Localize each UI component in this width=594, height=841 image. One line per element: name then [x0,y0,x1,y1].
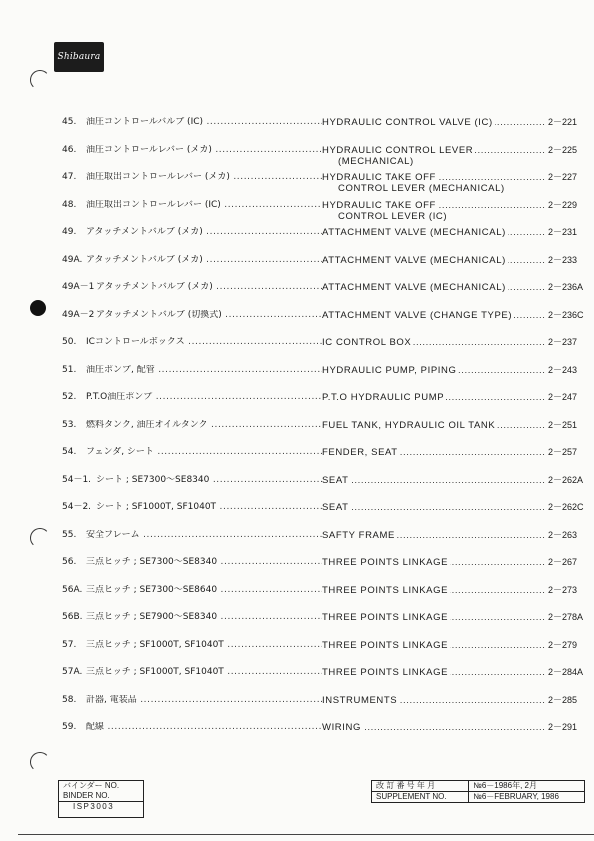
toc-entry [0,447,594,473]
entry-english-text: SEAT [322,474,349,486]
entry-page-number: 2－231 [548,227,578,237]
entry-page-number: 2－237 [548,337,578,347]
entry-english-title [322,695,546,706]
entry-number: 54. [62,447,77,457]
entry-page-number: 2－251 [548,419,578,430]
entry-japanese-title: 三点ヒッチ ; SE7300～SE8340 ..... [86,557,322,568]
supplement-box [371,780,585,802]
entry-number: 57A. [62,667,83,677]
toc-entry [0,365,594,391]
entry-english-text: INSTRUMENTS [322,694,398,706]
toc-entry [0,557,594,583]
entry-english-title [322,447,546,458]
entry-japanese-title: 三点ヒッチ ; SF1000T, SF1040T ..... [86,640,322,651]
entry-english-text: THREE POINTS LINKAGE [322,557,449,568]
entry-english-title [322,530,546,541]
entry-number: 49. [62,227,77,237]
entry-page-number: 2－285 [548,694,578,705]
toc-entry [0,530,594,556]
binder-hole-icon [30,70,50,90]
entry-page-number: 2－284A [548,667,584,677]
entry-page-number: 2－236A [548,282,584,292]
entry-number: 54－1. [62,474,92,485]
entry-english-title [322,172,546,183]
entry-number: 58. [62,694,77,705]
entry-english-text: IC CONTROL BOX [322,337,412,348]
entry-english-text: FENDER, SEAT [322,447,398,458]
entry-japanese-title: アタッチメントバルブ (メカ) ..... [96,282,332,293]
entry-english-text: ATTACHMENT VALVE (MECHANICAL) [322,254,506,266]
entry-page-number: 2－267 [548,557,578,567]
entry-number: 48. [62,199,77,210]
entry-english-text: WIRING [322,722,361,733]
entry-english-text: SAFTY FRAME [322,529,395,541]
toc-entry [0,282,594,308]
entry-english-text: ATTACHMENT VALVE (MECHANICAL) [322,282,506,293]
entry-japanese-title: アタッチメントバルブ (切換式) ..... [96,310,332,321]
entry-english-text: ATTACHMENT VALVE (CHANGE TYPE) [322,309,513,321]
entry-japanese-title: 三点ヒッチ ; SF1000T, SF1040T ..... [86,667,322,678]
entry-page-number: 2－233 [548,254,578,265]
entry-english-title [322,282,546,293]
entry-page-number: 2－221 [548,117,578,127]
entry-japanese-title: 油圧コントロールバルブ (IC) ..... [86,117,322,128]
entry-japanese-title: 三点ヒッチ ; SE7300～SE8640 ..... [86,585,322,596]
toc-entry [0,172,594,198]
entry-english-title [322,310,546,321]
entry-japanese-title: 油圧ポンプ, 配管 ..... [86,365,322,376]
entry-english-text: ATTACHMENT VALVE (MECHANICAL) [322,227,506,238]
entry-english-text: HYDRAULIC PUMP, PIPING [322,364,457,376]
entry-english-title [322,337,546,348]
entry-number: 51. [62,364,77,375]
toc-entry [0,255,594,281]
toc-entry [0,612,594,638]
entry-english-title [322,585,546,596]
entry-english-title [322,557,546,568]
toc-entry [0,200,594,226]
entry-english-text: HYDRAULIC TAKE OFF [322,199,436,211]
entry-page-number: 2－273 [548,584,578,595]
entry-japanese-title: P.T.O油圧ポンプ ..... [86,392,322,403]
entry-number: 56A. [62,584,83,595]
toc-entry [0,310,594,336]
entry-japanese-title: アタッチメントバルブ (メカ) ..... [86,255,322,266]
entry-english-title [322,200,546,211]
binder-number-box [58,780,144,818]
entry-page-number: 2－225 [548,144,578,155]
entry-number: 49A－1 [62,282,95,292]
entry-japanese-title: 安全フレーム ..... [86,530,322,541]
entry-english-text: P.T.O HYDRAULIC PUMP [322,392,445,403]
entry-english-text: FUEL TANK, HYDRAULIC OIL TANK [322,419,496,431]
entry-number: 57. [62,639,77,650]
entry-page-number: 2－229 [548,199,578,210]
toc-entry [0,117,594,143]
entry-english-title [322,475,546,486]
entry-english-title [322,392,546,403]
entry-english-title [322,145,546,156]
toc-entry [0,695,594,721]
entry-japanese-title: ICコントロールボックス ..... [86,337,322,348]
entry-english-text: HYDRAULIC CONTROL VALVE (IC) [322,117,493,128]
entry-english-title [322,502,546,513]
toc-entry [0,502,594,528]
entry-number: 53. [62,419,77,430]
entry-japanese-title: シート ; SE7300～SE8340 ..... [96,475,332,486]
entry-english-title [322,365,546,376]
entry-english-text: THREE POINTS LINKAGE [322,639,449,651]
entry-japanese-title: 三点ヒッチ ; SE7900～SE8340 ..... [86,612,322,623]
entry-number: 45. [62,117,77,127]
toc-entry [0,722,594,748]
entry-page-number: 2－279 [548,639,578,650]
entry-english-title [322,255,546,266]
entry-number: 49A－2 [62,309,95,320]
supplement-en-value: №6－FEBRUARY, 1986 [469,792,585,803]
toc-entry [0,337,594,363]
entry-english-text: HYDRAULIC TAKE OFF [322,172,436,183]
binder-code: ISP3003 [59,801,143,812]
entry-number: 52. [62,392,77,402]
entry-english-title [322,117,546,128]
entry-number: 50. [62,337,77,347]
entry-page-number: 2－227 [548,172,578,182]
toc-entry [0,475,594,501]
entry-page-number: 2－257 [548,447,578,457]
entry-english-text: THREE POINTS LINKAGE [322,584,449,596]
entry-number: 56. [62,557,77,567]
supplement-jp-value: №6－1986年, 2月 [469,781,585,792]
entry-number: 55. [62,529,77,540]
entry-number: 47. [62,172,77,182]
entry-page-number: 2－243 [548,364,578,375]
entry-japanese-title: 油圧取出コントロールレバー (IC) ..... [86,200,322,211]
toc-entry [0,145,594,171]
entry-english-title [322,667,546,678]
entry-japanese-title: フェンダ, シート ..... [86,447,322,458]
entry-japanese-title: 油圧コントロールレバー (メカ) ..... [86,145,322,156]
toc-entry [0,420,594,446]
entry-japanese-title: シート ; SF1000T, SF1040T ..... [96,502,332,513]
entry-japanese-title: 配線 ..... [86,722,322,733]
entry-page-number: 2－262A [548,474,584,485]
binder-hole-icon [30,752,50,772]
toc-entry [0,392,594,418]
entry-english-title [322,640,546,651]
entry-english-subtitle: CONTROL LEVER (IC) [338,210,448,222]
page-divider [18,834,594,835]
entry-number: 59. [62,722,77,732]
entry-japanese-title: アタッチメントバルブ (メカ) ..... [86,227,322,238]
entry-number: 56B. [62,612,83,622]
entry-english-title [322,612,546,623]
entry-japanese-title: 計器, 電装品 ..... [86,695,322,706]
toc-entry [0,640,594,666]
supplement-en-label: SUPPLEMENT NO. [372,792,469,803]
toc-entry [0,227,594,253]
binder-jp-label: バインダー NO. [63,781,120,790]
entry-number: 46. [62,144,77,155]
entry-japanese-title: 燃料タンク, 油圧オイルタンク ..... [86,420,322,431]
entry-english-title [322,722,546,733]
entry-page-number: 2－263 [548,529,578,540]
entry-english-text: THREE POINTS LINKAGE [322,667,449,678]
entry-page-number: 2－236C [548,309,584,320]
binder-en-label: BINDER NO. [63,791,110,800]
entry-english-title [322,227,546,238]
entry-english-text: SEAT [322,502,349,513]
entry-english-text: THREE POINTS LINKAGE [322,612,449,623]
entry-english-subtitle: CONTROL LEVER (MECHANICAL) [338,183,505,194]
entry-english-text: HYDRAULIC CONTROL LEVER [322,144,474,156]
entry-page-number: 2－247 [548,392,578,402]
entry-japanese-title: 油圧取出コントロールレバー (メカ) ..... [86,172,322,183]
entry-page-number: 2－291 [548,722,578,732]
company-logo: Shibaura [54,42,104,72]
entry-page-number: 2－262C [548,502,584,512]
supplement-jp-label: 改 訂 番 号 年 月 [372,781,469,792]
entry-number: 49A. [62,254,83,265]
entry-english-subtitle: (MECHANICAL) [338,155,414,167]
toc-entry [0,585,594,611]
toc-entry [0,667,594,693]
entry-page-number: 2－278A [548,612,584,622]
entry-number: 54－2. [62,502,92,512]
entry-english-title [322,420,546,431]
